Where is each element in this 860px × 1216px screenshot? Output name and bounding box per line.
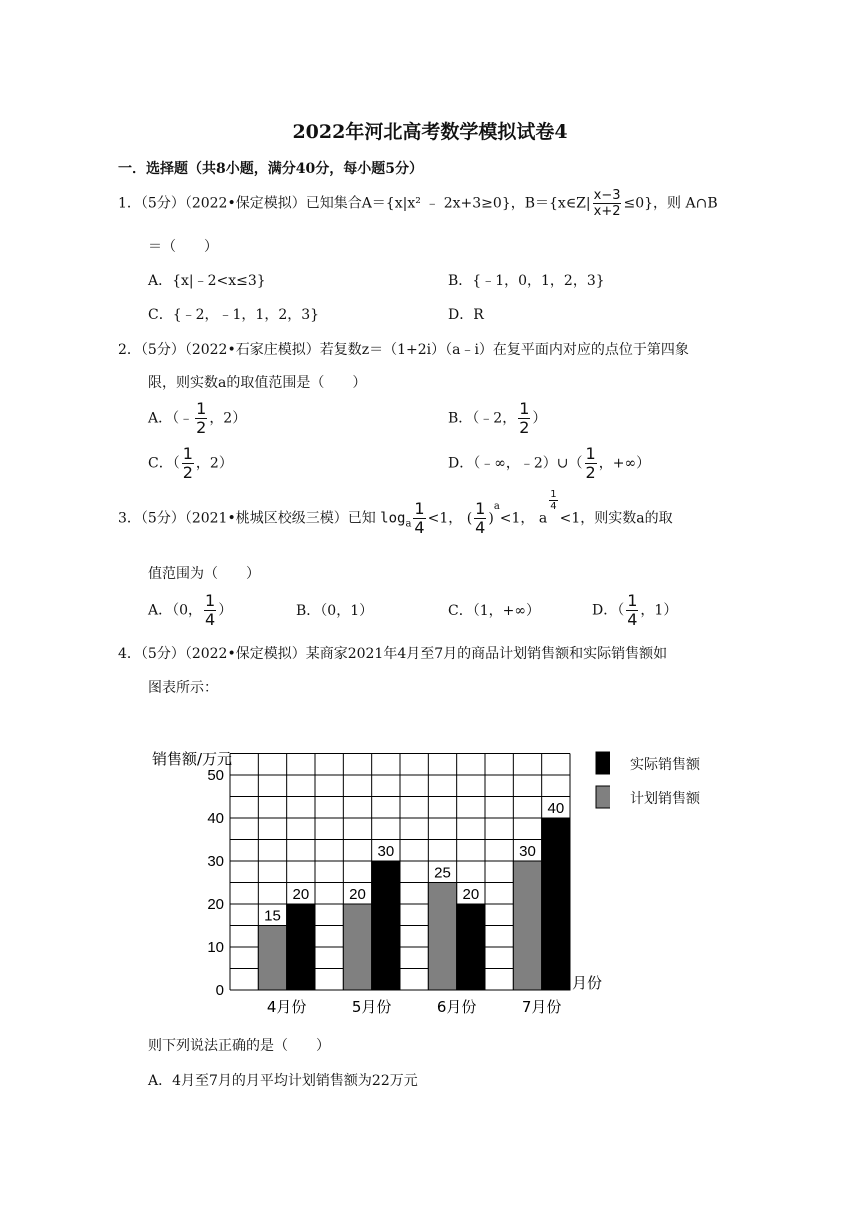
x-axis-label: 月份 [572,974,603,992]
bar-data-label: 15 [264,907,281,925]
bar [287,904,315,990]
bar [343,904,371,990]
q3-d-frac [626,592,638,629]
bar-data-label: 30 [519,843,536,860]
q3-option-a[interactable] [148,592,232,629]
q3-stem: 3．（5分）（2021•桃城区校级三模）已知 [118,510,376,527]
frac-num: 1 [205,591,216,610]
bar [457,904,485,990]
frac-den: 4 [414,518,425,537]
q4-line1: 4．（5分）（2022•保定模拟）某商家2021年4月至7月的商品计划销售额和实际销售额如 [118,646,668,662]
q1-option-b[interactable]: B．{﹣1，0，1，2，3} [448,273,605,289]
q2-line2: 限，则实数a的取值范围是（ ） [148,375,367,391]
x-tick-label: 4月份 [266,998,307,1016]
frac-den: 4 [205,610,216,629]
q3-a-post: ） [218,602,233,619]
y-tick-label: 30 [207,853,224,870]
q2-option-a[interactable] [148,400,246,437]
legend-swatch [596,752,610,774]
q4-option-a[interactable]: A．4月至7月的月平均计划销售额为22万元 [148,1073,418,1089]
q2-d-post: ，+∞） [598,455,651,472]
bar [258,926,286,991]
q3-exp: a [493,500,500,512]
q1-option-c[interactable]: C．{﹣2，﹣1，1，2，3} [148,307,320,323]
q1-line2: ＝（ ） [148,239,218,255]
frac-num: 1 [550,488,557,500]
bar-data-label: 25 [434,864,451,882]
frac-den: 2 [182,463,193,482]
q2-option-c[interactable] [148,445,233,482]
q3-lt-2: <1， [499,510,535,527]
log-base: a [405,518,412,530]
y-tick-label: 50 [207,767,224,784]
y-tick-label: 40 [207,810,224,827]
section-heading: 一．选择题（共8小题，满分40分，每小题5分） [118,161,423,177]
x-tick-label: 5月份 [351,998,392,1016]
q3-a-pre: A．（0， [148,602,203,619]
log-symbol: log [380,510,406,527]
q3-option-c[interactable]: C．（1，+∞） [448,603,541,619]
q2-option-b[interactable] [448,400,546,437]
q2-line1: 2．（5分）（2022•石家庄模拟）若复数z＝（1+2i）（a﹣i）在复平面内对应的点位于第四象 [118,342,689,358]
q3-base-a: a [538,510,548,527]
q2-d-frac [585,445,597,482]
frac-num: 1 [627,591,638,610]
y-tick-label: 20 [207,896,224,913]
q1-stem: 1．（5分）（2022•保定模拟）已知集合A＝{x|x² ﹣ 2x+3≥0}，B＝{x∈Z| [118,195,591,212]
bar-data-label: 20 [292,886,310,903]
bar [542,818,570,990]
q2-c-post: ，2） [195,455,233,472]
frac-den: 2 [196,418,207,437]
frac-den: 2 [519,418,530,437]
legend-swatch [596,786,610,808]
q2-b-pre: B．（﹣2， [448,410,517,427]
q3-frac-1 [413,500,425,537]
q1-stem-tail: ≤0}，则 A∩B [623,195,718,212]
bar-data-label: 40 [547,800,565,817]
frac-num: 1 [475,499,486,518]
q4-prompt: 则下列说法正确的是（ ） [148,1038,330,1054]
frac-num: 1 [414,499,425,518]
q3-lt-3: <1，则实数a的取 [559,510,673,527]
y-tick-label: 0 [215,982,224,999]
q2-a-frac [195,400,207,437]
bar-data-label: 30 [377,843,395,860]
q2-b-frac [518,400,530,437]
q3-a-frac [204,592,216,629]
q1-option-d[interactable]: D．R [448,307,484,323]
bar-data-label: 20 [462,886,480,903]
q3-line1: 3．（5分）（2021•桃城区校级三模）已知 $\log_a$ $\frac{1}{4}$ <1， ( $\frac{1}{4}$ )$^a$<1， a $^{\frac{1}{4}}$ <1，则实数a的取 [118,488,673,537]
legend-actual: 实际销售额 [630,757,700,773]
q1-frac-den: x+2 [593,204,621,219]
q1-frac-num: x−3 [593,188,621,203]
q3-option-b[interactable]: B．（0，1） [296,603,374,619]
q3-option-d[interactable] [592,592,677,629]
q1-fraction [593,188,622,219]
q2-a-post: ，2） [209,410,247,427]
q3-line2: 值范围为（ ） [148,566,260,582]
q3-frac-3 [549,489,557,512]
frac-den: 4 [550,500,557,512]
q2-d-pre: D．（﹣∞，﹣2）∪（ [448,455,583,472]
q1-option-a[interactable]: A．{x|﹣2<x≤3} [148,273,266,289]
bar [513,861,541,990]
q4-line2: 图表所示： [148,680,218,696]
frac-num: 1 [519,399,530,418]
bar [428,883,456,991]
q2-b-post: ） [532,410,547,427]
y-tick-label: 10 [207,939,224,956]
bar-data-label: 20 [349,886,366,903]
sales-bar-chart [140,740,610,1030]
frac-den: 4 [627,610,638,629]
q2-c-frac [182,445,194,482]
q3-d-post: ，1） [640,602,678,619]
frac-num: 1 [182,444,193,463]
q2-a-pre: A．（﹣ [148,410,194,427]
x-tick-label: 7月份 [521,998,562,1016]
q2-c-pre: C．（ [148,455,180,472]
question-1 [118,188,718,219]
frac-num: 1 [585,444,596,463]
frac-num: 1 [196,399,207,418]
frac-den: 2 [585,463,596,482]
q3-frac-2 [474,500,486,537]
y-axis-label: 销售额/万元 [152,750,233,768]
bar [372,861,400,990]
x-tick-label: 6月份 [436,998,477,1016]
legend-planned: 计划销售额 [630,791,700,807]
q3-lt-1: <1， [427,510,463,527]
q2-option-d[interactable] [448,445,650,482]
q3-d-pre: D．（ [592,602,625,619]
frac-den: 4 [475,518,486,537]
page-title: 2022年河北高考数学模拟试卷4 [292,121,568,143]
